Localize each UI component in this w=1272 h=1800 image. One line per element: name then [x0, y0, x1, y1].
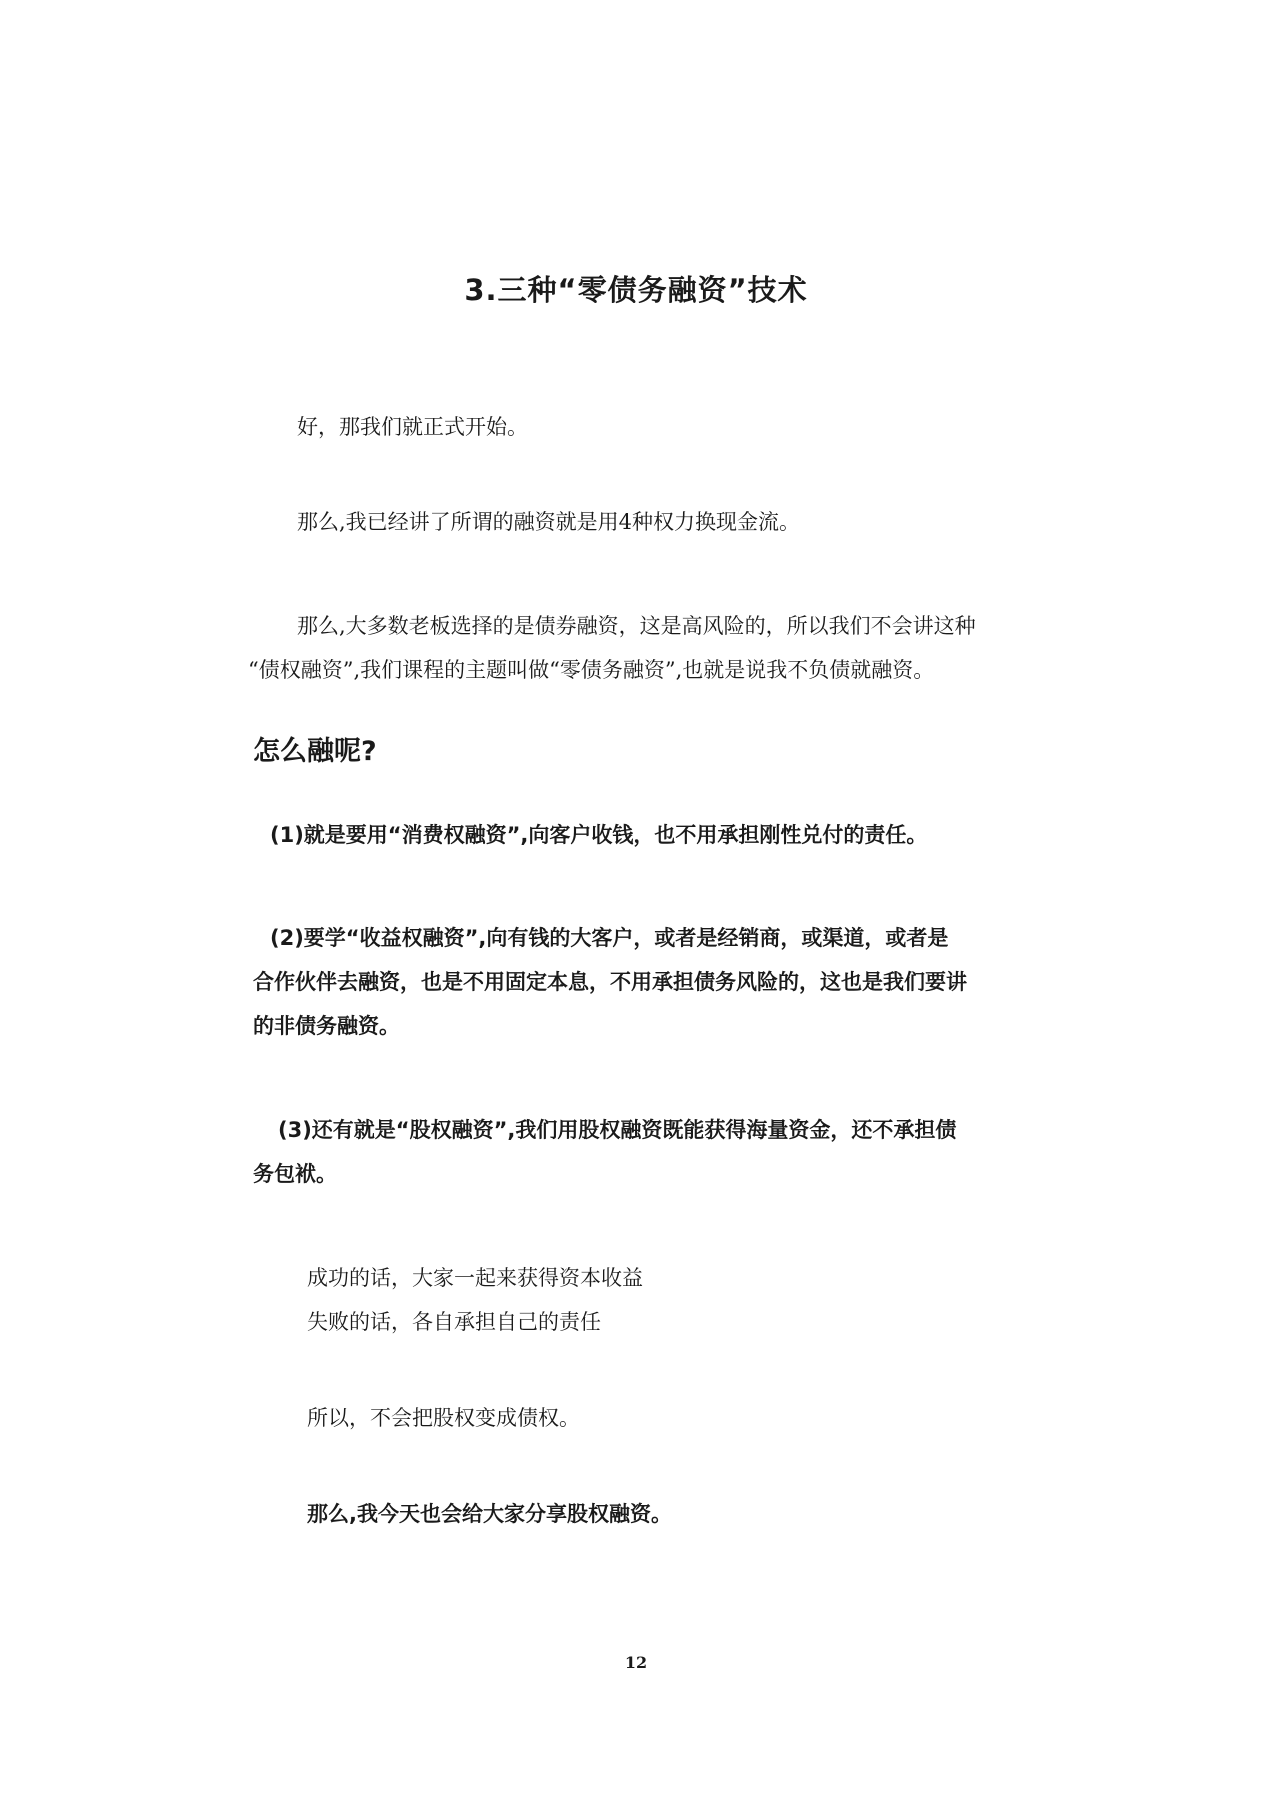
- list-item-income-rights-line1: (2)要学“收益权融资”,向有钱的大客户，或者是经销商，或渠道，或者是: [270, 926, 949, 950]
- paragraph-debt-financing-line1: 那么,大多数老板选择的是债券融资，这是高风险的，所以我们不会讲这种: [297, 614, 976, 638]
- subheading-how-to-finance: 怎么融呢?: [253, 736, 377, 767]
- list-item-consumption-rights: (1)就是要用“消费权融资”,向客户收钱，也不用承担刚性兑付的责任。: [270, 823, 928, 847]
- paragraph-financing-definition: 那么,我已经讲了所谓的融资就是用4种权力换现金流。: [297, 510, 801, 534]
- closing-equity-not-debt: 所以，不会把股权变成债权。: [307, 1406, 580, 1430]
- list-item-equity-line1: (3)还有就是“股权融资”,我们用股权融资既能获得海量资金，还不承担债: [278, 1118, 957, 1142]
- paragraph-debt-financing-line2: “债权融资”,我们课程的主题叫做“零债务融资”,也就是说我不负债就融资。: [248, 658, 935, 682]
- closing-failure-line: 失败的话，各自承担自己的责任: [307, 1310, 601, 1334]
- list-item-income-rights-line2: 合作伙伴去融资，也是不用固定本息，不用承担债务风险的，这也是我们要讲: [253, 970, 967, 994]
- list-item-income-rights-line3: 的非债务融资。: [253, 1014, 400, 1038]
- closing-success-line: 成功的话，大家一起来获得资本收益: [307, 1266, 643, 1290]
- list-item-equity-line2: 务包袱。: [253, 1162, 337, 1186]
- page-title: 3.三种“零债务融资”技术: [464, 273, 808, 307]
- page-number: 12: [624, 1653, 648, 1672]
- closing-sharing-equity: 那么,我今天也会给大家分享股权融资。: [307, 1502, 672, 1526]
- paragraph-intro: 好，那我们就正式开始。: [297, 415, 528, 439]
